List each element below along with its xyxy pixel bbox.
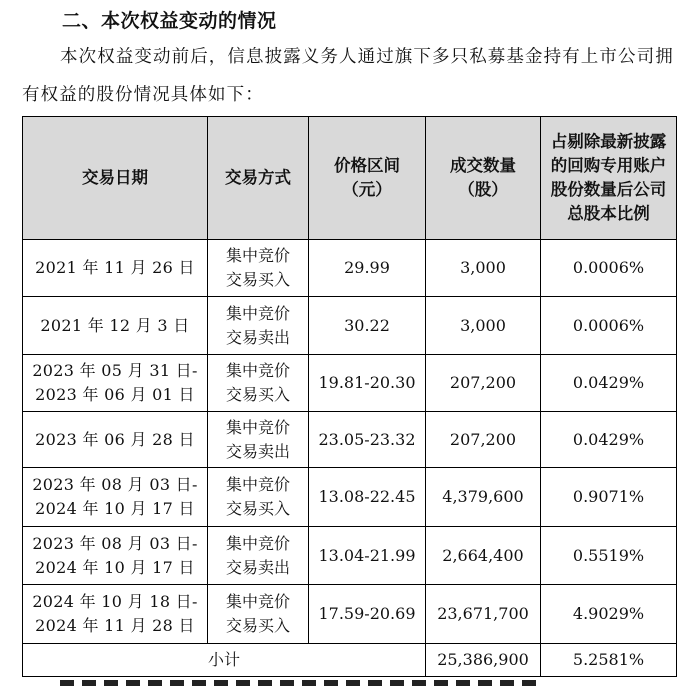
- section-heading: 二、本次权益变动的情况: [62, 10, 277, 32]
- table-row: [23, 355, 677, 412]
- cell-method: 集中竞价 交易卖出: [208, 527, 309, 585]
- header-ratio: 占剔除最新披露的回购专用账户股份数量后公司总股本比例: [541, 117, 677, 240]
- table-row: [23, 412, 677, 468]
- cut-off-text-line: [60, 680, 540, 686]
- cell-price: 13.04-21.99: [309, 527, 426, 585]
- cell-quantity: 207,200: [426, 412, 541, 468]
- cell-price: 23.05-23.32: [309, 412, 426, 468]
- cell-date: 2021 年 11 月 26 日: [23, 240, 208, 297]
- table-row: [23, 527, 677, 585]
- cell-price: 29.99: [309, 240, 426, 297]
- cell-date: 2023 年 05 月 31 日- 2023 年 06 月 01 日: [23, 355, 208, 412]
- cell-method: 集中竞价 交易买入: [208, 468, 309, 527]
- cell-price: 19.81-20.30: [309, 355, 426, 412]
- cell-date: 2023 年 08 月 03 日- 2024 年 10 月 17 日: [23, 468, 208, 527]
- cell-quantity: 4,379,600: [426, 468, 541, 527]
- cell-quantity: 3,000: [426, 297, 541, 355]
- cell-method: 集中竞价 交易买入: [208, 240, 309, 297]
- equity-change-table: [22, 116, 677, 677]
- table-row: [23, 240, 677, 297]
- cell-method: 集中竞价 交易卖出: [208, 297, 309, 355]
- cell-method: 集中竞价 交易买入: [208, 355, 309, 412]
- cell-date: 2021 年 12 月 3 日: [23, 297, 208, 355]
- cell-ratio: 0.5519%: [541, 527, 677, 585]
- header-quantity: 成交数量（股）: [426, 117, 541, 240]
- cell-ratio: 0.0006%: [541, 297, 677, 355]
- table-row: [23, 468, 677, 527]
- cell-date: 2023 年 06 月 28 日: [23, 412, 208, 468]
- cell-quantity: 23,671,700: [426, 585, 541, 644]
- cell-date: 2024 年 10 月 18 日- 2024 年 11 月 28 日: [23, 585, 208, 644]
- table-total-row: [23, 644, 677, 677]
- cell-ratio: 0.0429%: [541, 412, 677, 468]
- cell-price: 17.59-20.69: [309, 585, 426, 644]
- cell-ratio: 0.0006%: [541, 240, 677, 297]
- cell-quantity: 207,200: [426, 355, 541, 412]
- cell-ratio: 0.0429%: [541, 355, 677, 412]
- cell-ratio: 0.9071%: [541, 468, 677, 527]
- cell-method: 集中竞价 交易卖出: [208, 412, 309, 468]
- intro-paragraph: 本次权益变动前后，信息披露义务人通过旗下多只私募基金持有上市公司拥有权益的股份情况具体如下：: [22, 47, 674, 105]
- table-row: [23, 585, 677, 644]
- cell-quantity: 2,664,400: [426, 527, 541, 585]
- total-label: 小计: [23, 644, 426, 677]
- cell-quantity: 3,000: [426, 240, 541, 297]
- table-row: [23, 297, 677, 355]
- total-ratio: 5.2581%: [541, 644, 677, 677]
- cell-method: 集中竞价 交易买入: [208, 585, 309, 644]
- cell-price: 30.22: [309, 297, 426, 355]
- header-trade-method: 交易方式: [208, 117, 309, 240]
- cell-ratio: 4.9029%: [541, 585, 677, 644]
- header-trade-date: 交易日期: [23, 117, 208, 240]
- table-header-row: [23, 117, 677, 240]
- cell-price: 13.08-22.45: [309, 468, 426, 527]
- total-quantity: 25,386,900: [426, 644, 541, 677]
- header-price-range: 价格区间（元）: [309, 117, 426, 240]
- cell-date: 2023 年 08 月 03 日- 2024 年 10 月 17 日: [23, 527, 208, 585]
